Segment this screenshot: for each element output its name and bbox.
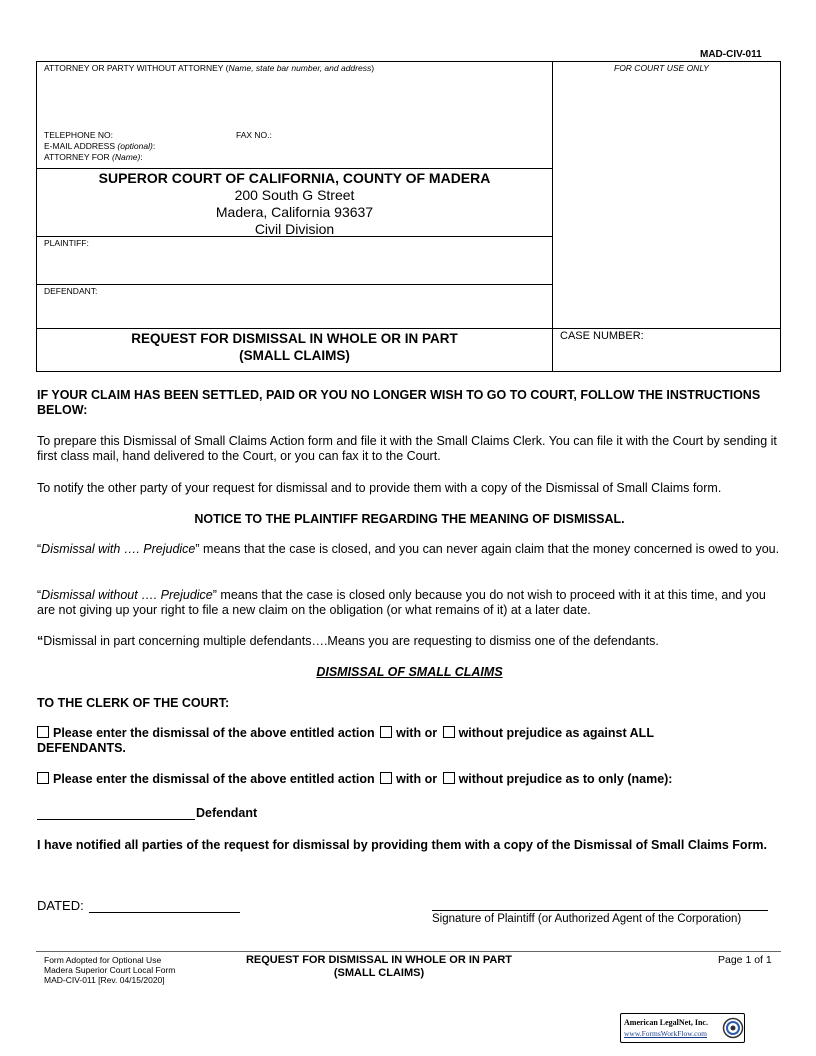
date-line[interactable] [89, 912, 240, 913]
notified-statement: I have notified all parties of the request for dismissal by providing them with a copy of the Dismissal of Small Claims Form. [37, 838, 768, 852]
all-defendants-checkbox[interactable] [37, 726, 49, 738]
court-city: Madera, California 93637 [215, 204, 374, 220]
form-id: MAD-CIV-011 [700, 49, 762, 60]
email-label: E-MAIL ADDRESS (optional): [44, 141, 156, 151]
dismissal-heading: DISMISSAL OF SMALL CLAIMS [316, 665, 503, 679]
footer-line [36, 951, 781, 952]
with-prejudice-paragraph: “Dismissal with …. Prejudice” means that the case is closed, and you can never again claim that the money concerned is owed to you. [37, 542, 780, 556]
defendant-name-line[interactable] [37, 819, 195, 820]
named-with-prejudice-checkbox[interactable] [380, 772, 392, 784]
option-named-defendant: Please enter the dismissal of the above entitled action with or without prejudice as to only (name): [37, 772, 782, 787]
form-title-line2: (SMALL CLAIMS) [239, 348, 350, 363]
court-name: SUPEROR COURT OF CALIFORNIA, COUNTY OF MADERA [98, 170, 491, 186]
court-use-label: FOR COURT USE ONLY [614, 63, 709, 73]
named-defendant-checkbox[interactable] [37, 772, 49, 784]
title-top-line [36, 328, 781, 329]
footer-title: REQUEST FOR DISMISSAL IN WHOLE OR IN PART (SMALL CLAIMS) [245, 954, 513, 979]
without-prejudice-paragraph: “Dismissal without …. Prejudice” means that the case is closed only because you do not wish to proceed with it at this time, and you are not giving up your right to file a new claim on the obligation (or what remains of it) at a later date. [37, 588, 766, 617]
logo-swirl-icon [722, 1017, 744, 1039]
attorney-label: ATTORNEY OR PARTY WITHOUT ATTORNEY (Name, state bar number, and address) [44, 63, 375, 73]
notice-heading: NOTICE TO THE PLAINTIFF REGARDING THE MEANING OF DISMISSAL. [194, 512, 625, 526]
fax-label: FAX NO.: [236, 130, 272, 140]
form-title-line1: REQUEST FOR DISMISSAL IN WHOLE OR IN PART [131, 331, 458, 346]
attorney-for-label: ATTORNEY FOR (Name): [44, 152, 143, 162]
defendant-label: DEFENDANT: [44, 286, 98, 296]
paragraph-1: To prepare this Dismissal of Small Claims Action form and file it with the Small Claims Clerk. You can file it with the Court by sending it first class mail, hand delivered to the Court, or you can fax it to the Court. [37, 434, 777, 463]
attorney-bottom-line [36, 168, 553, 169]
defendant-line-label: Defendant [196, 806, 258, 820]
clerk-heading: TO THE CLERK OF THE COURT: [37, 696, 230, 710]
named-without-prejudice-checkbox[interactable] [443, 772, 455, 784]
logo-company: American LegalNet, Inc. [624, 1018, 708, 1027]
option-all-defendants: Please enter the dismissal of the above entitled action with or without prejudice as against ALL DEFENDANTS. [37, 726, 654, 755]
court-street: 200 South G Street [234, 187, 355, 203]
plaintiff-label: PLAINTIFF: [44, 238, 89, 248]
paragraph-2: To notify the other party of your request for dismissal and to provide them with a copy of the Dismissal of Small Claims form. [37, 481, 722, 495]
court-division: Civil Division [254, 221, 335, 237]
part-paragraph: “Dismissal in part concerning multiple defendants….Means you are requesting to dismiss one of the defendants. [37, 634, 659, 648]
all-with-prejudice-checkbox[interactable] [380, 726, 392, 738]
court-block [36, 170, 553, 238]
signature-line[interactable] [432, 910, 768, 911]
case-number-label: CASE NUMBER: [560, 330, 644, 342]
form-title [36, 330, 553, 364]
plaintiff-bottom-line [36, 284, 553, 285]
legalnet-logo[interactable] [620, 1013, 745, 1043]
dated-label: DATED: [37, 898, 84, 913]
page-number: Page 1 of 1 [718, 954, 772, 966]
telephone-label: TELEPHONE NO: [44, 130, 113, 140]
signature-label: Signature of Plaintiff (or Authorized Agent of the Corporation) [432, 913, 742, 925]
logo-url[interactable]: www.FormsWorkFlow.com [624, 1029, 708, 1038]
instructions-heading: IF YOUR CLAIM HAS BEEN SETTLED, PAID OR YOU NO LONGER WISH TO GO TO COURT, FOLLOW THE INSTRUCTIONS BELOW: [37, 388, 761, 417]
footer-adopted: Form Adopted for Optional Use Madera Superior Court Local Form MAD-CIV-011 [Rev. 04/15/2020] [44, 955, 176, 985]
all-without-prejudice-checkbox[interactable] [443, 726, 455, 738]
